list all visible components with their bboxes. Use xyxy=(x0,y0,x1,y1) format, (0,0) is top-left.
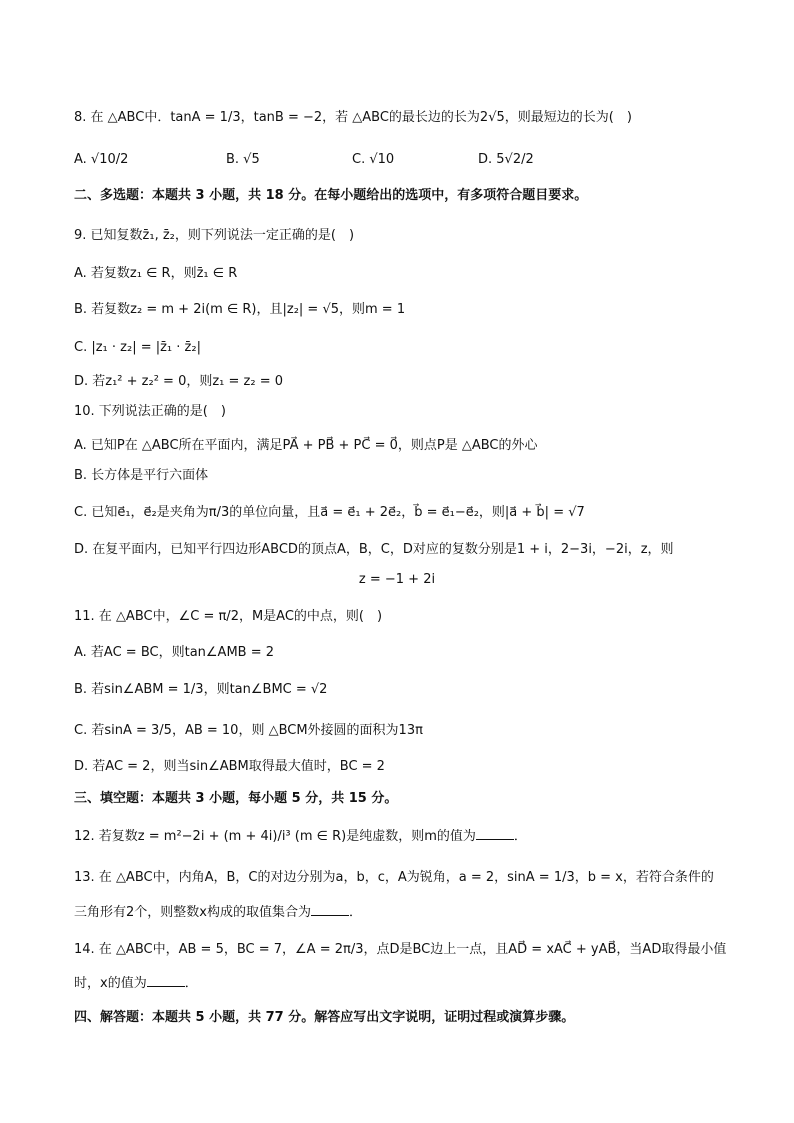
question-10-option-a: A. 已知P在 △ABC所在平面内，满足PA⃗ + PB⃗ + PC⃗ = 0⃗，则点P是 △ABC的外心 xyxy=(74,438,538,453)
question-11-option-a: A. 若AC = BC，则tan∠AMB = 2 xyxy=(74,645,275,660)
section-heading-fill-in: 三、填空题：本题共 3 小题，每小题 5 分，共 15 分。 xyxy=(74,791,398,806)
question-10-option-d: D. 在复平面内，已知平行四边形ABCD的顶点A，B，C，D对应的复数分别是1 + i，2−3i，−2i，z，则 xyxy=(74,542,674,557)
question-14-line-2-text: 时，x的值为 xyxy=(74,976,147,991)
question-11-option-d: D. 若AC = 2，则当sin∠ABM取得最大值时，BC = 2 xyxy=(74,759,385,774)
question-8-option-d: D. 5√2/2 xyxy=(478,152,534,167)
question-13-line-2-text: 三角形有2个，则整数x构成的取值集合为 xyxy=(74,905,311,920)
question-12: 12. 若复数z = m²−2i + (m + 4i)/i³ (m ∈ R)是纯虚数，则m的值为 ． xyxy=(74,829,527,844)
question-13-line-1: 13. 在 △ABC中，内角A，B，C的对边分别为a，b，c，A为锐角，a = 2，sinA = 1/3，b = x，若符合条件的 xyxy=(74,870,714,885)
question-14-line-2: 时，x的值为 ． xyxy=(74,976,198,991)
question-11-option-c: C. 若sinA = 3/5，AB = 10，则 △BCM外接圆的面积为13π xyxy=(74,723,423,738)
question-9-stem: 9. 已知复数z̄₁, z̄₂，则下列说法一定正确的是( ) xyxy=(74,228,355,243)
section-heading-multiple-choice: 二、多选题：本题共 3 小题，共 18 分。在每小题给出的选项中，有多项符合题目要求。 xyxy=(74,188,588,203)
answer-blank xyxy=(147,974,185,987)
question-9-option-b: B. 若复数z₂ = m + 2i(m ∈ R)，且|z₂| = √5，则m = 1 xyxy=(74,302,406,317)
question-10-option-c: C. 已知e⃗₁，e⃗₂是夹角为π/3的单位向量，且a⃗ = e⃗₁ + 2e⃗₂，b⃗ = e⃗₁−e⃗₂，则|a⃗ + b⃗| = √7 xyxy=(74,505,585,520)
question-11-stem: 11. 在 △ABC中，∠C = π/2，M是AC的中点，则( ) xyxy=(74,609,383,624)
question-8-option-a: A. √10/2 xyxy=(74,152,129,167)
question-14-line-1: 14. 在 △ABC中，AB = 5，BC = 7，∠A = 2π/3，点D是BC边上一点，且AD⃗ = xAC⃗ + yAB⃗，当AD取得最小值 xyxy=(74,942,727,957)
question-8-option-b: B. √5 xyxy=(226,152,260,167)
question-13-line-2: 三角形有2个，则整数x构成的取值集合为 ． xyxy=(74,905,362,920)
section-heading-solutions: 四、解答题：本题共 5 小题，共 77 分。解答应写出文字说明，证明过程或演算步骤。 xyxy=(74,1010,575,1025)
question-10-option-b: B. 长方体是平行六面体 xyxy=(74,468,209,483)
question-10-option-d-formula: z = −1 + 2i xyxy=(358,572,436,587)
question-8-option-c: C. √10 xyxy=(352,152,395,167)
question-10-stem: 10. 下列说法正确的是( ) xyxy=(74,404,226,419)
question-11-option-b: B. 若sin∠ABM = 1/3，则tan∠BMC = √2 xyxy=(74,682,328,697)
question-12-text: 12. 若复数z = m²−2i + (m + 4i)/i³ (m ∈ R)是纯虚数，则m的值为 xyxy=(74,829,476,844)
question-9-option-d: D. 若z₁² + z₂² = 0，则z₁ = z₂ = 0 xyxy=(74,374,284,389)
question-9-option-c: C. |z₁ · z₂| = |z̄₁ · z̄₂| xyxy=(74,340,201,355)
answer-blank xyxy=(476,827,514,840)
answer-blank xyxy=(311,903,349,916)
question-9-option-a: A. 若复数z₁ ∈ R，则z̄₁ ∈ R xyxy=(74,266,238,281)
question-8-stem: 8. 在 △ABC中．tanA = 1/3，tanB = −2，若 △ABC的最长边的长为2√5，则最短边的长为( ) xyxy=(74,110,632,125)
